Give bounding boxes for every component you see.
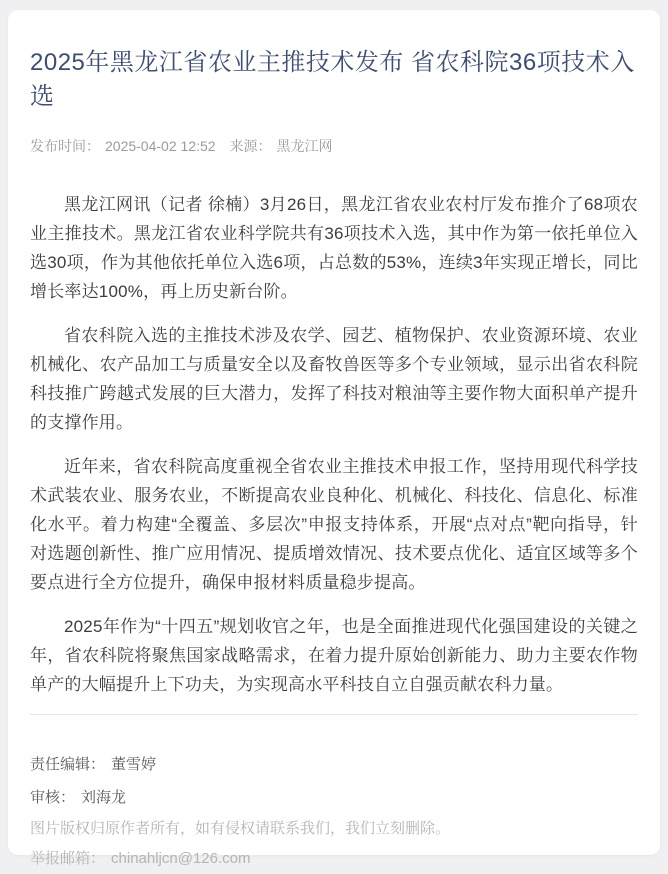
paragraph-2: 省农科院入选的主推技术涉及农学、园艺、植物保护、农业资源环境、农业机械化、农产品加工与质量安全以及畜牧兽医等多个专业领域，显示出省农科院科技推广跨越式发展的巨大潜力，发挥了科技对粮油等主要作物大面积单产提升的支撑作用。 bbox=[30, 326, 638, 432]
editor-credits bbox=[30, 748, 638, 814]
source-value: 黑龙江网 bbox=[276, 138, 333, 154]
source-label: 来源： bbox=[229, 138, 272, 154]
article-meta bbox=[30, 136, 638, 156]
report-email-label: 举报邮箱： bbox=[30, 850, 106, 867]
editor-label: 责任编辑： bbox=[30, 756, 106, 773]
report-email-line bbox=[30, 844, 638, 874]
footer-divider bbox=[30, 714, 638, 715]
publish-time-label: 发布时间： bbox=[30, 138, 100, 154]
paragraph-1: 黑龙江网讯（记者 徐楠）3月26日，黑龙江省农业农村厅发布推介了68项农业主推技术。黑龙江省农业科学院共有36项技术入选，其中作为第一依托单位入选30项，作为其他依托单位入选6项，占总数的53%，连续3年实现正增长，同比增长率达100%，再上历史新台阶。 bbox=[30, 195, 638, 301]
reviewer-label: 审核： bbox=[30, 789, 76, 806]
paragraph-3: 近年来，省农科院高度重视全省农业主推技术申报工作，坚持用现代科学技术武装农业、服务农业，不断提高农业良种化、机械化、科技化、信息化、标准化水平。着力构建“全覆盖、多层次”申报支持体系，开展“点对点”靶向指导，针对选题创新性、推广应用情况、提质增效情况、技术要点优化、适宜区域等多个要点进行全方位提升，确保申报材料质量稳步提高。 bbox=[30, 457, 638, 592]
reviewer-line bbox=[30, 781, 638, 814]
legal-section bbox=[30, 814, 638, 874]
editor-name: 董雪婷 bbox=[111, 756, 157, 773]
report-email-value: chinahljcn@126.com bbox=[111, 850, 251, 867]
article-card bbox=[8, 10, 660, 867]
article-body bbox=[30, 190, 638, 699]
paragraph-4: 2025年作为“十四五”规划收官之年，也是全面推进现代化强国建设的关键之年，省农科院将聚焦国家战略需求，在着力提升原始创新能力、助力主要农作物单产的大幅提升上下功夫，为实现高水平科技自立自强贡献农科力量。 bbox=[30, 617, 638, 694]
editor-line bbox=[30, 748, 638, 781]
reviewer-name: 刘海龙 bbox=[81, 789, 127, 806]
article-title: 2025年黑龙江省农业主推技术发布 省农科院36项技术入选 bbox=[30, 49, 635, 110]
copyright-notice: 图片版权归原作者所有，如有侵权请联系我们，我们立刻删除。 bbox=[30, 820, 451, 837]
publish-time-value: 2025-04-02 12:52 bbox=[105, 138, 216, 154]
